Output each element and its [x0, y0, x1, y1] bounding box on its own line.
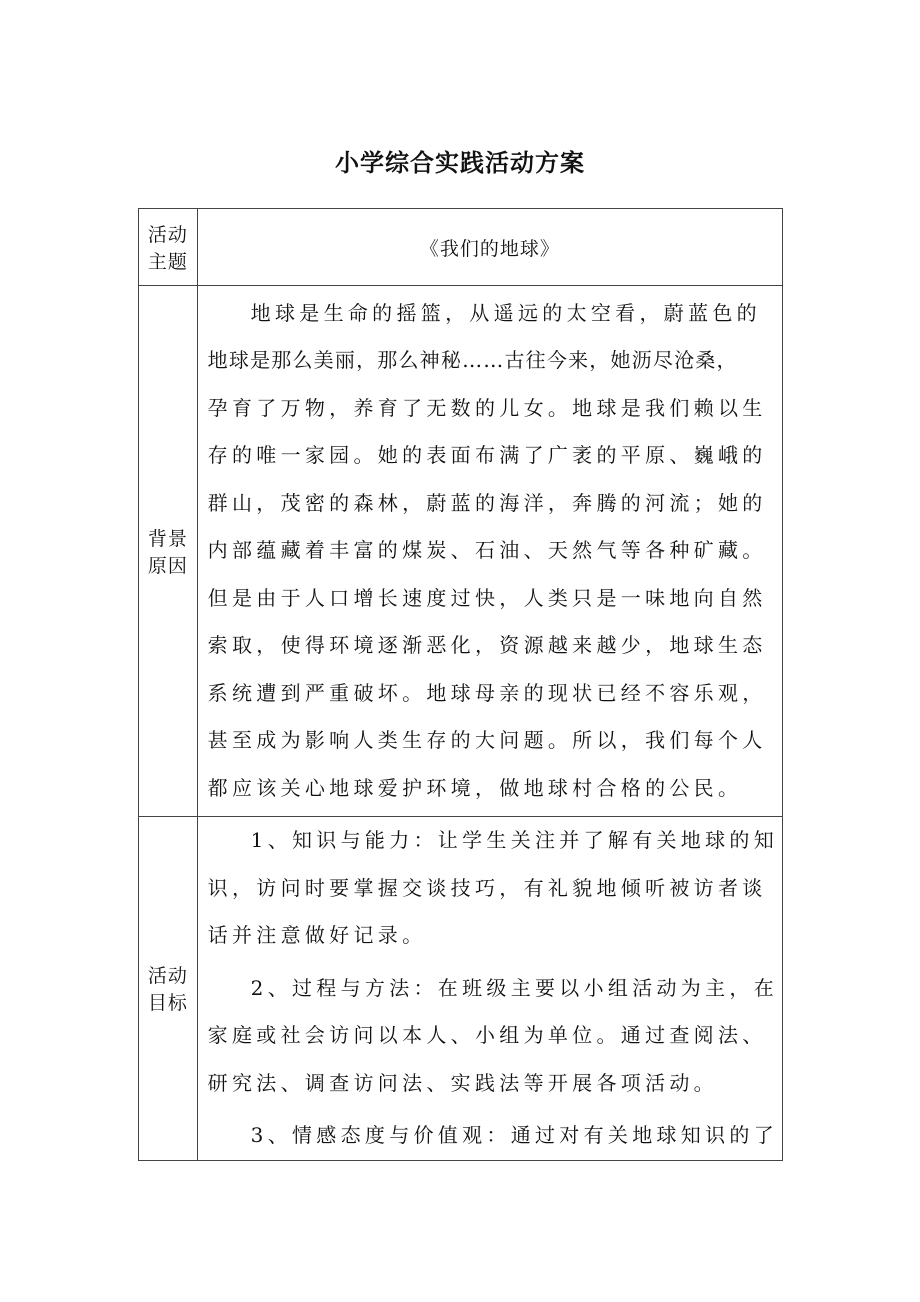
- text-line: 研究法、调查访问法、实践法等开展各项活动。: [207, 1070, 718, 1095]
- row-label: 活动主题: [139, 209, 198, 286]
- text-line: 但是由于人口增长速度过快，人类只是一味地向自然: [207, 585, 767, 610]
- text-line: 甚至成为影响人类生存的大问题。所以，我们每个人: [207, 728, 767, 753]
- document-title: 小学综合实践活动方案: [335, 148, 585, 177]
- row-label: 活动目标: [139, 817, 198, 1161]
- objective-paragraph: [208, 817, 778, 960]
- text-line: 1、知识与能力：让学生关注并了解有关地球的知: [250, 828, 778, 852]
- text-line: 索取，使得环境逐渐恶化，资源越来越少，地球生态: [207, 633, 767, 658]
- text-line: 系统遭到严重破坏。地球母亲的现状已经不容乐观，: [207, 680, 767, 705]
- row-label: 背景原因: [139, 286, 198, 817]
- objective-paragraph: [208, 965, 778, 1108]
- text-line: 3、情感态度与价值观：通过对有关地球知识的了: [250, 1123, 778, 1147]
- text-line: 群山，茂密的森林，蔚蓝的海洋，奔腾的河流；她的: [207, 490, 767, 515]
- text-line: 话并注意做好记录。: [207, 923, 427, 947]
- table-row: [139, 209, 783, 286]
- objectives-text: [197, 817, 782, 1161]
- text-line: 地球是那么美丽，那么神秘……古往今来，她沥尽沧桑，: [207, 348, 738, 373]
- text-line: 都应该关心地球爱护环境，做地球村合格的公民。: [207, 775, 743, 800]
- table-row: [139, 286, 783, 817]
- text-line: 存的唯一家园。她的表面布满了广袤的平原、巍峨的: [207, 443, 767, 468]
- objective-paragraph: [208, 1112, 778, 1160]
- text-line: 地球是生命的摇篮，从遥远的太空看，蔚蓝色的: [250, 300, 761, 325]
- text-line: 识，访问时要掌握交谈技巧，有礼貌地倾听被访者谈: [207, 875, 767, 900]
- table-row: [139, 817, 783, 1161]
- text-line: 2、过程与方法：在班级主要以小组活动为主，在: [250, 975, 778, 1000]
- text-line: 内部蕴藏着丰富的煤炭、石油、天然气等各种矿藏。: [207, 538, 767, 563]
- background-text: [197, 286, 782, 817]
- plan-table: [138, 208, 783, 1161]
- theme-value: 《我们的地球》: [197, 209, 782, 286]
- text-line: 孕育了万物，养育了无数的儿女。地球是我们赖以生: [207, 395, 767, 420]
- text-line: 家庭或社会访问以本人、小组为单位。通过查阅法、: [207, 1023, 767, 1047]
